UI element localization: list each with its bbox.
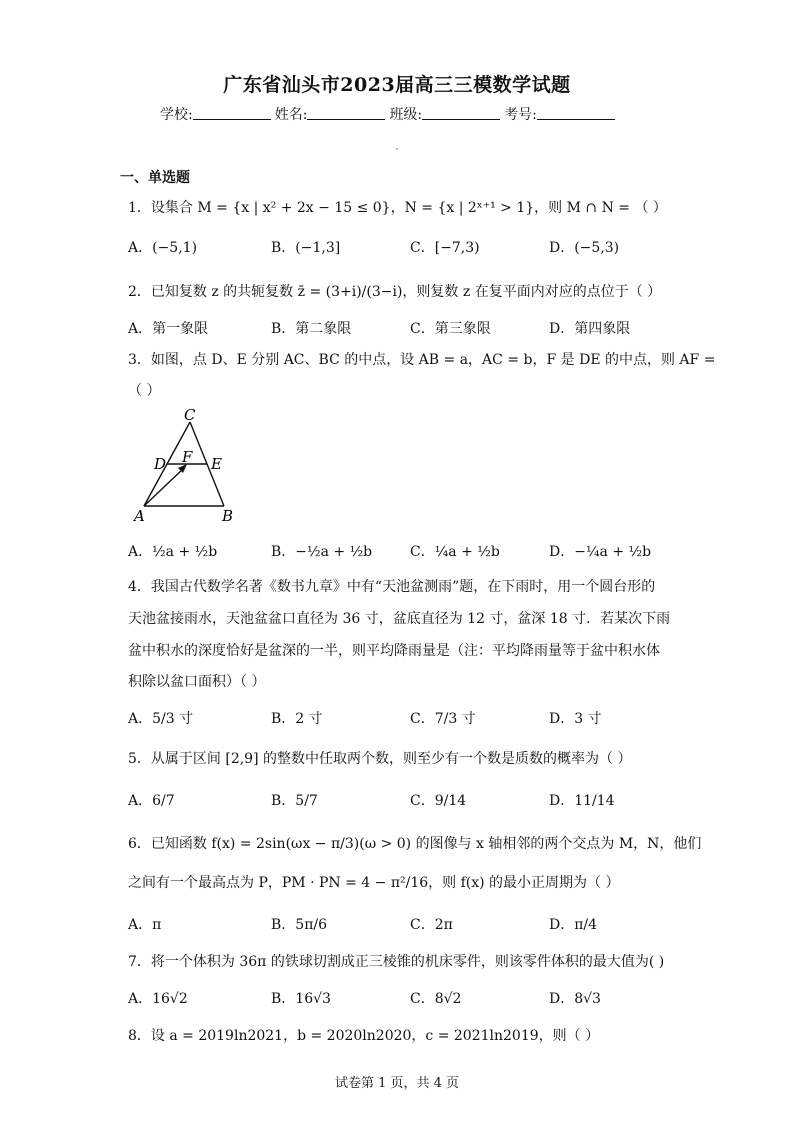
label-c: C [184,408,196,424]
class-blank [422,104,500,120]
q6-option-b: B．5π/6 [271,917,328,933]
decorative-dot [396,148,398,150]
q7-option-a: A．16√2 [128,991,188,1007]
question-4-line-2: 天池盆接雨水，天池盆盆口直径为 36 寸，盆底直径为 12 寸，盆深 18 寸．若某次下雨 [128,611,671,627]
question-3: 3．如图，点 D、E 分别 AC、BC 的中点，设 AB = a，AC = b，F 是 DE 的中点，则 AF = [128,352,716,368]
q2-option-d: D．第四象限 [549,321,631,337]
q1-option-d: D．(−5,3) [549,240,620,256]
question-6-line-2: 之间有一个最高点为 P，PM · PN = 4 − π²/16，则 f(x) 的最小正周期为（ ） [128,875,620,891]
section-heading: 一、单选题 [120,170,190,186]
q1-option-b: B．(−1,3] [271,240,341,256]
question-7: 7．将一个体积为 36π 的铁球切割成正三棱锥的机床零件，则该零件体积的最大值为( ) [128,954,665,970]
question-4-line-1: 4．我国古代数学名著《数书九章》中有“天池盆测雨”题，在下雨时，用一个圆台形的 [128,579,656,595]
class-label: 班级: [389,107,423,123]
q4-option-d: D．3 寸 [549,711,602,727]
q5-option-a: A．6/7 [128,793,175,809]
number-blank [537,104,615,120]
question-6-line-1: 6．已知函数 f(x) = 2sin(ωx − π/3)(ω > 0) 的图像与 x 轴相邻的两个交点为 M，N，他们 [128,836,702,852]
q3-option-b: B．−½a + ½b [271,544,373,560]
q7-option-c: C．8√2 [410,991,462,1007]
label-e: E [211,455,222,473]
number-label: 考号: [504,107,537,123]
q3-option-d: D．−¼a + ½b [549,544,652,560]
q4-option-b: B．2 寸 [271,711,323,727]
q2-option-c: C．第三象限 [410,321,491,337]
page-footer: 试卷第 1 页，共 4 页 [334,1076,460,1091]
q3-option-a: A．½a + ½b [128,544,218,560]
q5-option-d: D．11/14 [549,793,615,809]
question-8: 8．设 a = 2019ln2021，b = 2020ln2020，c = 2021ln2019，则（ ） [128,1028,600,1044]
q4-option-c: C．7/3 寸 [410,711,476,727]
q1-option-a: A．(−5,1) [128,240,198,256]
page-title: 广东省汕头市2023届高三三模数学试题 [223,74,571,96]
label-f: F [182,448,193,466]
name-label: 姓名: [274,107,308,123]
vector-af [144,468,184,506]
q4-option-a: A．5/3 寸 [128,711,194,727]
q2-option-b: B．第二象限 [271,321,352,337]
q5-option-c: C．9/14 [410,793,467,809]
q7-option-b: B．16√3 [271,991,331,1007]
q6-option-c: C．2π [410,917,453,933]
question-3-paren: （ ） [128,383,161,399]
label-b: B [222,507,234,525]
q2-option-a: A．第一象限 [128,321,209,337]
school-label: 学校: [160,107,193,123]
q6-option-d: D．π/4 [549,917,598,933]
triangle-figure [128,408,248,526]
name-blank [307,104,385,120]
q5-option-b: B．5/7 [271,793,318,809]
question-5: 5．从属于区间 [2,9] 的整数中任取两个数，则至少有一个数是质数的概率为（ ） [128,751,632,767]
q6-option-a: A．π [128,917,162,933]
label-d: D [154,455,167,473]
question-2: 2．已知复数 z 的共轭复数 z̄ = (3+i)/(3−i)，则复数 z 在复平面内对应的点位于（ ） [128,284,662,300]
school-blank [193,104,271,120]
q7-option-d: D．8√3 [549,991,601,1007]
q3-option-c: C．¼a + ½b [410,544,500,560]
question-1: 1．设集合 M = {x | x² + 2x − 15 ≤ 0}，N = {x | 2ˣ⁺¹ > 1}，则 M ∩ N = （ ） [128,200,667,216]
q1-option-c: C．[−7,3) [410,240,480,256]
question-4-line-4: 积除以盆口面积）（ ） [128,674,266,690]
student-info-line [160,104,615,124]
question-4-line-3: 盆中积水的深度恰好是盆深的一半，则平均降雨量是（注：平均降雨量等于盆中积水体 [128,643,660,659]
label-a: A [134,507,145,525]
